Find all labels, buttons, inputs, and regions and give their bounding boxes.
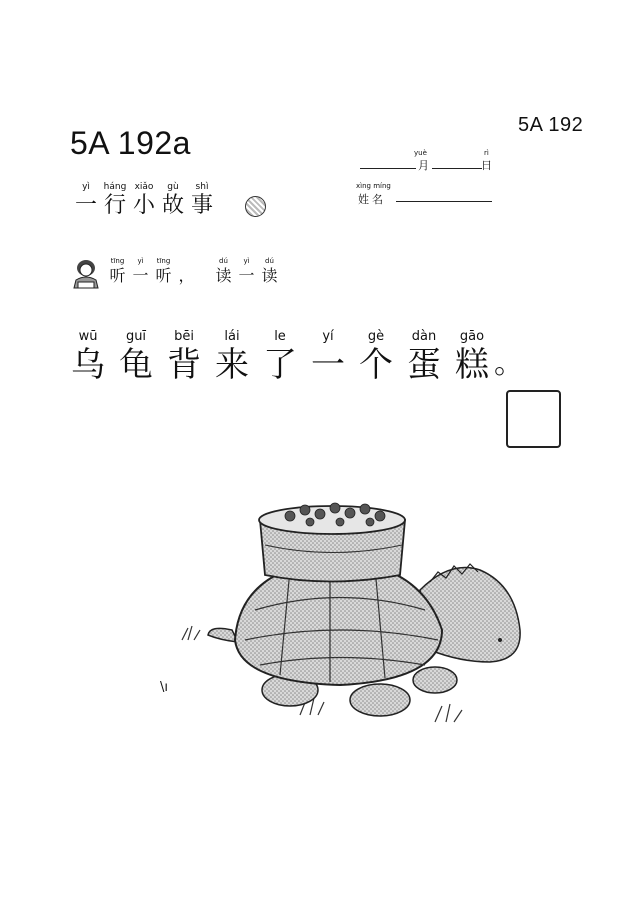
sentence-char: lái 来	[215, 329, 249, 385]
instruction-char: tīng 听	[109, 257, 126, 285]
yue-label: 月	[418, 159, 429, 172]
instruction-char: ，	[178, 266, 195, 285]
ri-label: 日	[481, 159, 492, 172]
day-blank[interactable]	[432, 168, 482, 169]
sentence-char: bēi 背	[167, 329, 201, 385]
title-char: gù 故	[161, 182, 184, 218]
sentence-char: guī 龟	[119, 329, 153, 385]
month-blank[interactable]	[360, 168, 416, 169]
level-badge-icon	[245, 196, 266, 217]
main-sentence	[68, 329, 524, 385]
sentence-char: dàn 蛋	[407, 329, 441, 385]
instruction-char: tīng 听	[155, 257, 172, 285]
sentence-char: yí 一	[311, 329, 345, 385]
name-label: 姓名	[358, 193, 386, 206]
worksheet-code-main: 5A 192a	[70, 125, 191, 161]
sentence-period: 。	[494, 346, 524, 381]
sentence-char: gāo 糕	[455, 329, 489, 385]
instruction-listen-read	[108, 258, 283, 284]
instruction-char: dú 读	[261, 257, 278, 285]
instruction-char: yì 一	[132, 257, 149, 285]
story-title	[73, 183, 218, 217]
instruction-char: yì 一	[238, 257, 255, 285]
yue-pinyin: yuè	[414, 149, 427, 157]
sentence-char: le 了	[263, 329, 297, 385]
stray-mark: \ı	[160, 680, 168, 695]
turtle-cake-illustration	[180, 490, 530, 730]
answer-checkbox[interactable]	[506, 390, 561, 448]
name-field[interactable]	[356, 180, 496, 208]
title-char: yì 一	[74, 182, 97, 218]
title-char: xiǎo 小	[132, 182, 155, 218]
date-field[interactable]	[360, 148, 495, 170]
name-pinyin: xìng míng	[356, 182, 391, 190]
title-char: háng 行	[103, 182, 127, 218]
name-blank[interactable]	[396, 201, 492, 202]
reading-child-icon	[70, 258, 102, 292]
sentence-char: gè 个	[359, 329, 393, 385]
sentence-char: wū 乌	[71, 329, 105, 385]
worksheet-code-right: 5A 192	[518, 114, 584, 136]
title-char: shì 事	[190, 182, 213, 218]
ri-pinyin: rì	[484, 149, 489, 157]
instruction-char: dú 读	[215, 257, 232, 285]
